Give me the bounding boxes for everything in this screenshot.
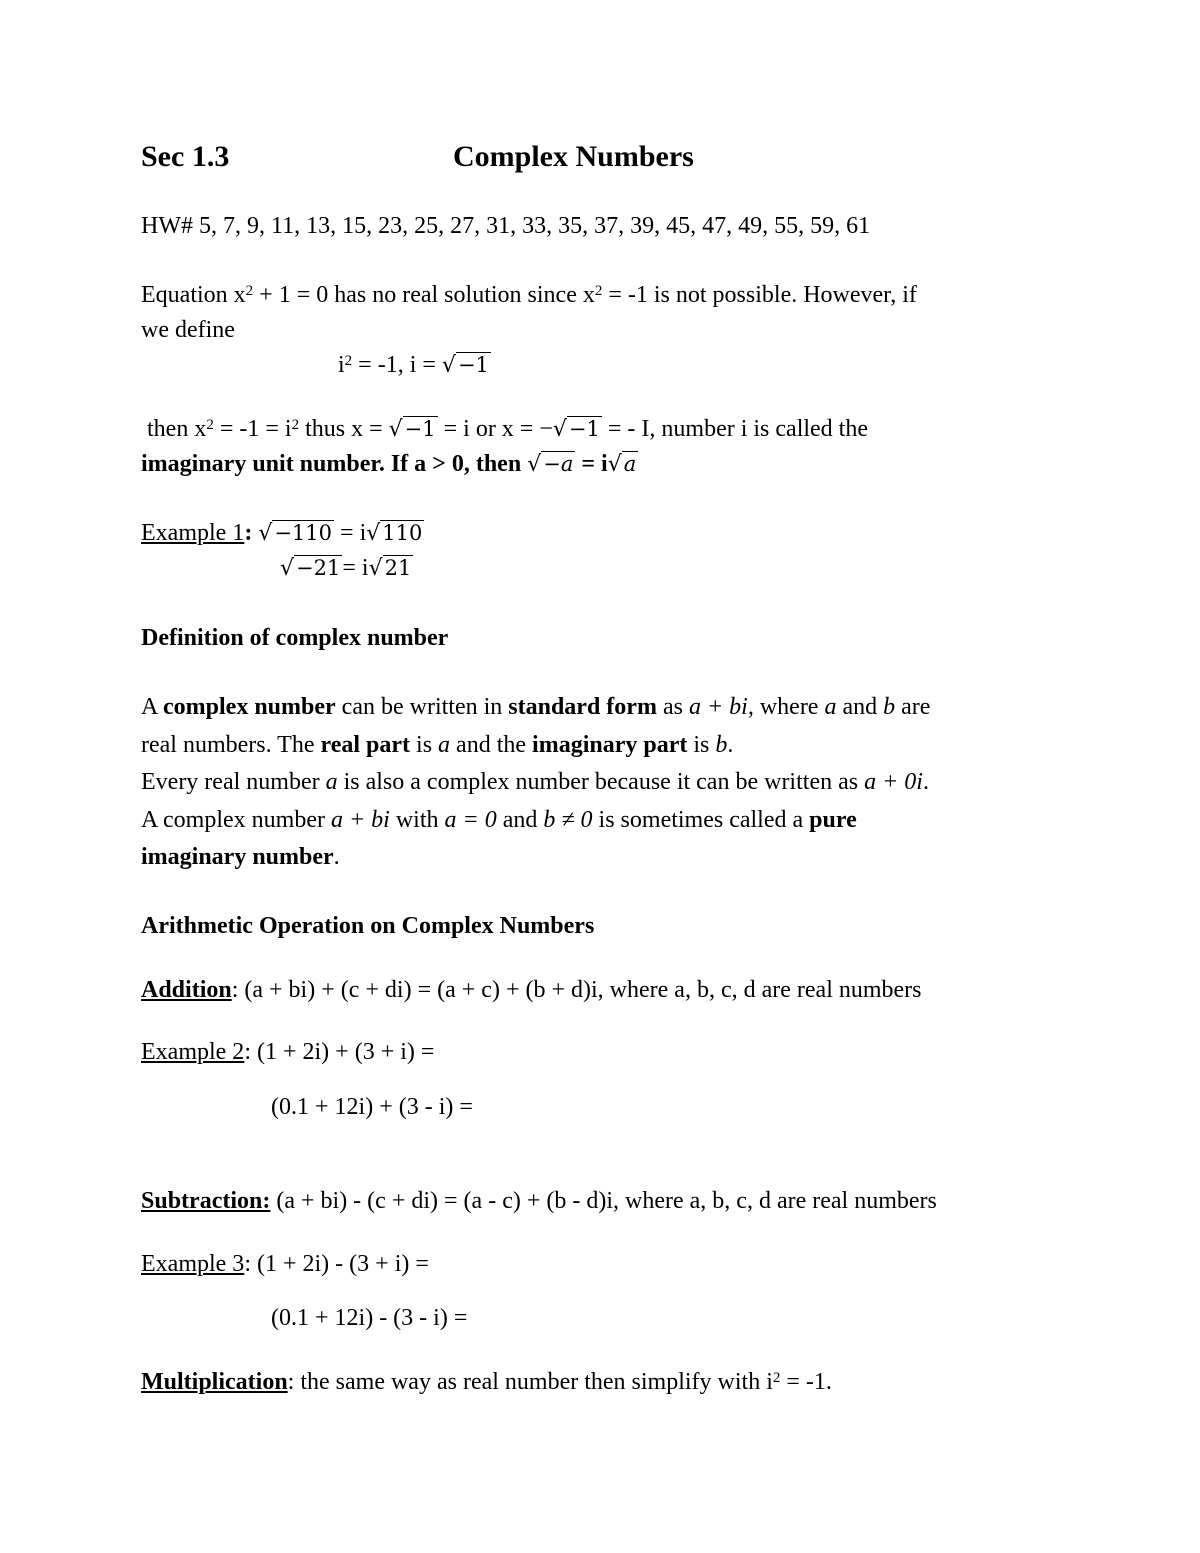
example-3: Example 3: (1 + 2i) - (3 + i) = [141,1251,429,1277]
example-2-line-2: (0.1 + 12i) + (3 - i) = [271,1094,473,1120]
example-3-label: Example 3 [141,1251,245,1277]
example-3-line-2: (0.1 + 12i) - (3 - i) = [271,1305,468,1331]
addition-rule: Addition: (a + bi) + (c + di) = (a + c) + (b + d)i, where a, b, c, d are real numbers [141,977,922,1003]
arithmetic-heading: Arithmetic Operation on Complex Numbers [141,913,595,939]
example-1-label: Example 1 [141,520,245,546]
example-1: Example 1: √−110 = i√110 [141,520,423,546]
definition-line-1: A complex number can be written in standard form as a + bi, where a and b are [141,694,931,720]
definition-line-4: A complex number a + bi with a = 0 and b ≠ 0 is sometimes called a pure [141,807,857,833]
subtraction-rule: Subtraction: (a + bi) - (c + di) = (a - c) + (b - d)i, where a, b, c, d are real numbers [141,1188,937,1214]
section-number: Sec 1.3 [141,140,230,173]
definition-line-3: Every real number a is also a complex number because it can be written as a + 0i. [141,769,929,795]
sqrt-minus-one: √−1 [441,353,489,378]
definition-line-5: imaginary number. [141,844,340,870]
addition-label: Addition [141,977,232,1003]
example-2: Example 2: (1 + 2i) + (3 + i) = [141,1039,435,1065]
page-title: Complex Numbers [453,140,694,173]
subtraction-label: Subtraction: [141,1188,271,1214]
intro-line-1: Equation $x^2 + 1 = 0$ has no real solution since $x^2 = -1$ is not possible. However, if [141,282,917,308]
imaginary-unit-line: imaginary unit number. If a > 0, then √−a = i√a [141,451,637,477]
multiplication-label: Multiplication [141,1369,288,1395]
intro-line-2: we define [141,317,235,343]
i-definition: $i^2 = -1$, i = √−1 [338,350,491,381]
definition-heading: Definition of complex number [141,625,449,651]
multiplication-rule: Multiplication: the same way as real number then simplify with $i^2 = -1$. [141,1369,832,1395]
definition-line-2: real numbers. The real part is a and the imaginary part is b. [141,732,734,758]
then-line: then $x^2 = -1 = i^2$ thus x = √−1 = i or x = −√−1 = - I, number i is called the [147,416,868,442]
example-2-label: Example 2 [141,1039,245,1065]
homework-list: HW# 5, 7, 9, 11, 13, 15, 23, 25, 27, 31, 33, 35, 37, 39, 45, 47, 49, 55, 59, 61 [141,213,871,239]
example-1-line-2: √−21= i√21 [280,555,412,581]
